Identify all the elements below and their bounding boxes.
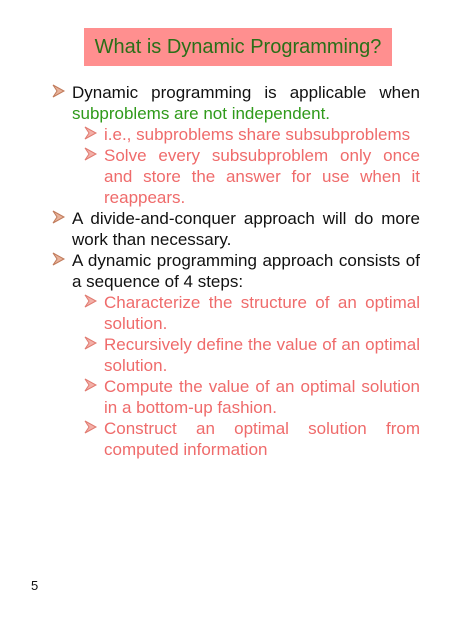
sub-bullet-list [72, 292, 420, 460]
arrow-bullet-icon [52, 251, 66, 267]
arrow-bullet-icon [52, 209, 66, 225]
sub-bullet-item [72, 292, 420, 334]
bullet-item [52, 82, 420, 208]
arrow-bullet-icon [52, 83, 66, 99]
bullet-text: A divide-and-conquer approach will do more work than necessary. [72, 209, 420, 249]
arrow-bullet-icon [84, 419, 98, 435]
bullet-highlight: subproblems are not independent. [72, 104, 331, 123]
bullet-item [52, 250, 420, 460]
sub-bullet-item [72, 376, 420, 418]
sub-bullet-text: Compute the value of an optimal solution in a bottom-up fashion. [104, 377, 420, 417]
sub-bullet-text: i.e., subproblems share subsubproblems [104, 125, 411, 144]
sub-bullet-list [72, 124, 420, 208]
arrow-bullet-icon [84, 335, 98, 351]
page-number: 5 [31, 578, 39, 593]
bullet-list [52, 82, 420, 460]
bullet-item [52, 208, 420, 250]
sub-bullet-text: Characterize the structure of an optimal solution. [104, 293, 420, 333]
bullet-text: A dynamic programming approach consists of a sequence of 4 steps: [72, 251, 420, 291]
bullet-text: Dynamic programming is applicable when subproblems are not independent. [72, 83, 420, 123]
arrow-bullet-icon [84, 293, 98, 309]
title-box [84, 28, 392, 66]
sub-bullet-text: Solve every subsubproblem only once and store the answer for use when it reappears. [104, 146, 420, 207]
sub-bullet-text: Construct an optimal solution from computed information [104, 419, 420, 459]
sub-bullet-item [72, 124, 420, 145]
sub-bullet-text: Recursively define the value of an optimal solution. [104, 335, 420, 375]
sub-bullet-item [72, 334, 420, 376]
arrow-bullet-icon [84, 125, 98, 141]
sub-bullet-item [72, 418, 420, 460]
arrow-bullet-icon [84, 377, 98, 393]
slide-title: What is Dynamic Programming? [94, 35, 382, 58]
arrow-bullet-icon [84, 146, 98, 162]
sub-bullet-item [72, 145, 420, 208]
